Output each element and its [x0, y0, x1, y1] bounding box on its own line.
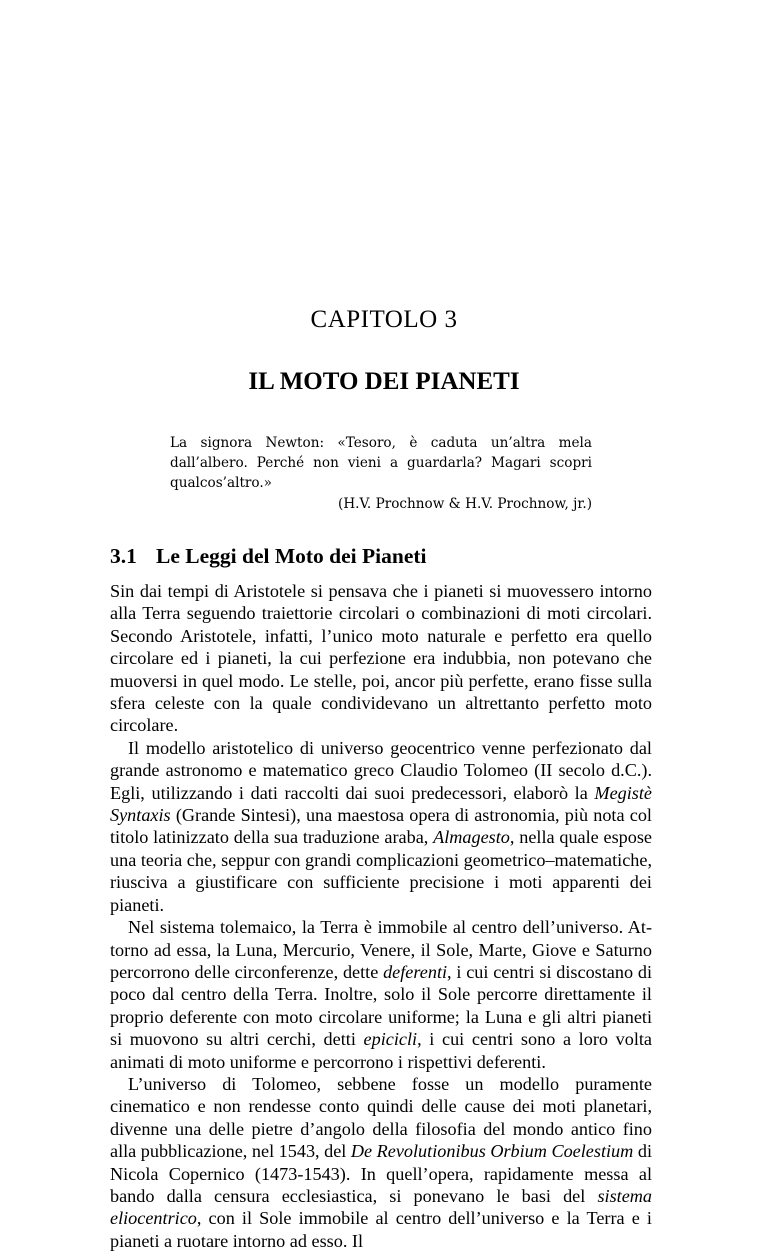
body-text	[110, 580, 652, 1252]
epigraph-source: (H.V. Prochnow & H.V. Prochnow, jr.)	[338, 496, 592, 512]
italic-text: Megistè Syntaxis	[110, 782, 652, 826]
paragraph-text: (Grande Sintesi), una maestosa opera di astronomia, più nota col titolo latinizzato della sua traduzione araba,	[110, 805, 652, 848]
paragraph-1	[110, 580, 652, 737]
paragraph-3	[110, 916, 652, 1073]
paragraph-text: Il modello aristotelico di universo geocentrico venne perfezionato dal grande astronomo e matematico greco Claudio Tolomeo (II secolo d.C.). Egli, utilizzando i dati raccolti dai suoi predecessori, elaborò la	[110, 737, 652, 803]
paragraph-text: Nel sistema tolemaico, la Terra è immobile al centro dell’universo. Attorno ad essa, la Luna, Mercurio, Venere, il Sole, Marte, Giove e Saturno percorrono delle circonferenze, dette	[110, 917, 652, 982]
section-heading	[110, 544, 427, 569]
section-title: Le Leggi del Moto dei Pianeti	[156, 544, 427, 568]
paragraph-text: , con il Sole immobile al centro dell’universo e la Terra e i pianeti a ruotare intorno ad esso. Il	[110, 1208, 652, 1251]
paragraph-text: di Nicola Copernico (1473-1543). In quell’opera, rapidamente messa al bando dalla censura ecclesiastica, si ponevano le basi del	[110, 1141, 652, 1206]
italic-text: deferenti	[383, 961, 448, 982]
italic-text: sistema eliocentrico	[110, 1185, 652, 1229]
paragraph-text: Sin dai tempi di Aristotele si pensava che i pianeti si muovessero intorno alla Terra seguendo traiettorie circolari o combinazioni di moti circolari. Secondo Aristotele, infatti, l’unico moto naturale e perfetto era quello circolare ed i pianeti, la cui perfezione era indubbia, non potevano che muoversi in quel modo. Le stelle, poi, ancor più perfette, erano fisse sulla sfera celeste con la quale condividevano un altrettanto perfetto moto circolare.	[110, 581, 652, 736]
italic-text: epicicli	[363, 1029, 418, 1050]
paragraph-text: , i cui centri sono a loro volta animati di moto uniforme e percorrono i rispettivi deferenti.	[110, 1029, 652, 1072]
paragraph-text: L’universo di Tolomeo, sebbene fosse un modello puramente cinematico e non rendesse conto quindi delle cause dei moti planetari, divenne una delle pietre d’angolo della filosofia del mondo antico fino alla pubblicazione, nel 1543, del	[110, 1073, 652, 1162]
epigraph-quote: La signora Newton: «Tesoro, è caduta un’altra mela dall’albero. Perché non vieni a guardarla? Magari scopri qualcos’altro.»	[170, 435, 592, 491]
paragraph-text: , nella quale espose una teoria che, seppur con grandi complicazioni geometrico–matematiche, riusciva a giustificare con sufficiente precisione i moti apparenti dei pianeti.	[110, 827, 652, 915]
paragraph-4	[110, 1073, 652, 1252]
paragraph-text: , i cui centri si discostano di poco dal centro della Terra. Inoltre, solo il Sole percorre direttamente il proprio deferente con moto circolare uniforme; la Luna e gli altri pianeti si muovono su altri cerchi, detti	[110, 961, 652, 1050]
section-number: 3.1	[110, 544, 137, 568]
paragraph-2	[110, 737, 652, 916]
chapter-title: IL MOTO DEI PIANETI	[248, 368, 520, 395]
italic-text: Almagesto	[433, 827, 510, 848]
italic-text: De Revolutionibus Orbium Coelestium	[350, 1141, 634, 1162]
chapter-label: CAPITOLO 3	[310, 306, 458, 333]
